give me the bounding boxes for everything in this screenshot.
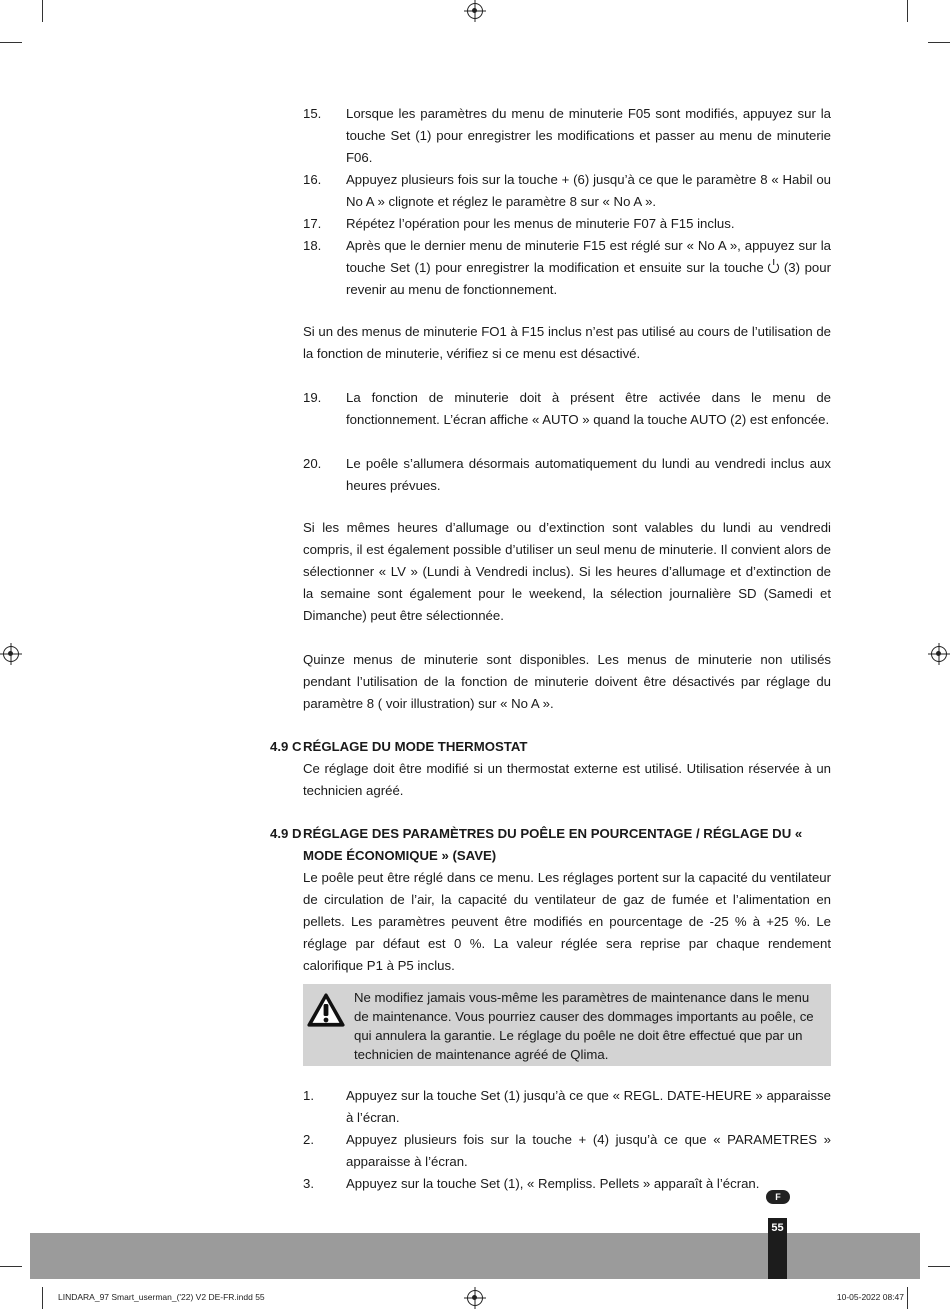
list-text-wrapper [346, 235, 831, 301]
list-text: Appuyez sur la touche Set (1), « Rempliss. Pellets » apparaît à l’écran. [346, 1176, 760, 1191]
list-item [303, 1129, 831, 1173]
warning-text: Ne modifiez jamais vous-même les paramètres de maintenance dans le menu de maintenance. Vous pourriez causer des dommages importants au poêle, ce qui annulera la garantie. Le réglage du poêle ne doit être effectué que par un technicien de maintenance agréé de Qlima. [354, 990, 814, 1062]
list-item [303, 453, 831, 497]
crop-mark [907, 0, 908, 22]
list-text: Appuyez plusieurs fois sur la touche + (6) jusqu’à ce que le paramètre 8 « Habil ou No A » clignote et réglez le paramètre 8 sur « No A ». [346, 172, 831, 209]
section-number: 4.9 C [270, 739, 302, 754]
list-text: Lorsque les paramètres du menu de minuterie F05 sont modifiés, appuyez sur la touche Set (1) pour enregistrer les modifications et passer au menu de minuterie F06. [346, 106, 831, 165]
paragraph: Si un des menus de minuterie FO1 à F15 inclus n’est pas utilisé au cours de l’utilisation de la fonction de minuterie, vérifiez si ce menu est désactivé. [303, 324, 831, 361]
list-item [303, 1173, 831, 1195]
list-item [303, 235, 831, 301]
crop-mark [42, 0, 43, 22]
crop-mark [42, 1287, 43, 1309]
registration-mark-icon [931, 646, 947, 662]
language-badge: F [766, 1190, 790, 1204]
section-body: Ce réglage doit être modifié si un thermostat externe est utilisé. Utilisation réservée à un technicien agréé. [303, 761, 831, 798]
crop-mark [928, 1266, 950, 1267]
section-body: Le poêle peut être réglé dans ce menu. Les réglages portent sur la capacité du ventilateur de circulation de l’air, la capacité du ventilateur de gaz de fumée et l’alimentation en pellets. Les paramètres peuvent être modifiés en pourcentage de -25 % à +25 %. Le réglage par défaut est 0 %. La valeur réglée sera reprise par chaque rendement calorifique P1 à P5 inclus. [303, 870, 831, 973]
registration-mark-icon [3, 646, 19, 662]
list-item [303, 1085, 831, 1129]
list-item [303, 213, 831, 235]
list-text: Après que le dernier menu de minuterie F15 est réglé sur « No A », appuyez sur la touche Set (1) pour enregistrer la modification et ensuite sur la touche [346, 238, 831, 275]
list-number: 19. [303, 390, 322, 405]
list-number: 1. [303, 1088, 314, 1103]
paragraph: Quinze menus de minuterie sont disponibles. Les menus de minuterie non utilisés pendant l’utilisation de la fonction de minuterie doivent être désactivés par réglage du paramètre 8 ( voir illustration) sur « No A ». [303, 652, 831, 711]
section-heading [270, 736, 832, 758]
page-number: 55 [768, 1218, 787, 1279]
section-title: RÉGLAGE DU MODE THERMOSTAT [303, 739, 528, 754]
list-number: 2. [303, 1132, 314, 1147]
power-icon [768, 262, 779, 273]
slug-file: LINDARA_97 Smart_userman_('22) V2 DE-FR.indd 55 [58, 1292, 265, 1302]
crop-mark [0, 42, 22, 43]
list-text-continued: (3) pour revenir au menu de fonctionnement. [346, 260, 831, 297]
list-text: Répétez l’opération pour les menus de minuterie F07 à F15 inclus. [346, 216, 735, 231]
slug-date: 10-05-2022 08:47 [836, 1292, 904, 1302]
list-item [303, 103, 831, 169]
section-heading [270, 823, 832, 867]
list-text: Appuyez plusieurs fois sur la touche + (4) jusqu’à ce que « PARAMETRES » apparaisse à l’écran. [346, 1132, 831, 1169]
list-number: 18. [303, 238, 322, 253]
list-item [303, 169, 831, 213]
section-title: RÉGLAGE DES PARAMÈTRES DU POÊLE EN POURCENTAGE / RÉGLAGE DU « MODE ÉCONOMIQUE » (SAVE) [303, 826, 803, 863]
list-number: 3. [303, 1176, 314, 1191]
list-text: Appuyez sur la touche Set (1) jusqu’à ce que « REGL. DATE-HEURE » apparaisse à l’écran. [346, 1088, 831, 1125]
crop-mark [928, 42, 950, 43]
warning-triangle-icon [306, 992, 346, 1030]
list-number: 15. [303, 106, 322, 121]
warning-box [303, 984, 831, 1066]
list-item [303, 387, 831, 431]
section-number: 4.9 D [270, 826, 302, 841]
crop-mark [907, 1287, 908, 1309]
list-number: 20. [303, 456, 322, 471]
registration-mark-icon [467, 3, 483, 19]
list-text: Le poêle s’allumera désormais automatiquement du lundi au vendredi inclus aux heures prévues. [346, 456, 831, 493]
paragraph: Si les mêmes heures d’allumage ou d’extinction sont valables du lundi au vendredi compris, il est également possible d’utiliser un seul menu de minuterie. Il convient alors de sélectionner « LV » (Lundi à Vendredi inclus). Si les heures d’allumage et d’extinction de la semaine sont également pour le weekend, la sélection journalière SD (Samedi et Dimanche) peut être sélectionnée. [303, 520, 831, 623]
crop-mark [0, 1266, 22, 1267]
list-text: La fonction de minuterie doit à présent être activée dans le menu de fonctionnement. L’écran affiche « AUTO » quand la touche AUTO (2) est enfoncée. [346, 390, 831, 427]
list-number: 16. [303, 172, 322, 187]
list-number: 17. [303, 216, 322, 231]
registration-mark-icon [467, 1290, 483, 1306]
